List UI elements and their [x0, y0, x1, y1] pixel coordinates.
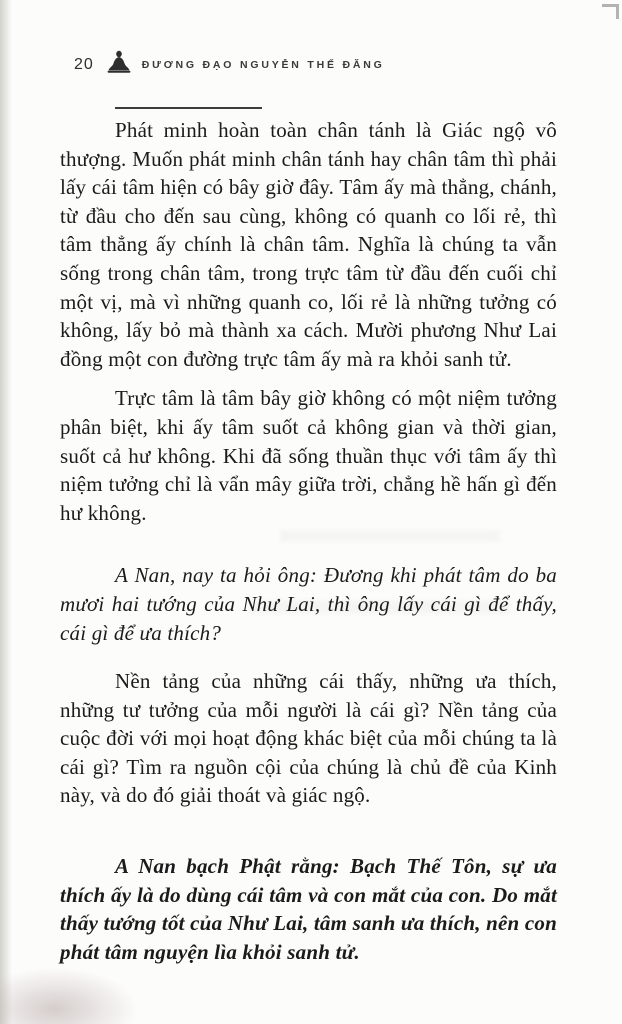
sutra-quote-1: A Nan, nay ta hỏi ông: Đương khi phát tâm do ba mươi hai tướng của Như Lai, thì ông lấy cái gì để thấy, cái gì để ưa thích?	[60, 563, 557, 645]
header-divider-rule	[115, 107, 262, 109]
body-paragraph-1: Phát minh hoàn toàn chân tánh là Giác ngộ vô thượng. Muốn phát minh chân tánh hay chân tâm thì phải lấy cái tâm hiện có bây giờ đây. Tâm ấy mà thẳng, chánh, từ đầu cho đến sau cùng, không có quanh co lối rẻ, thì tâm thẳng ấy chính là chân tâm. Nghĩa là chúng ta vẫn sống trong chân tâm, trong trực tâm từ đầu đến cuối chỉ một vị, mà vì những quanh co, lối rẻ là những tưởng có không, lấy bỏ mà thành xa cách. Mười phương Như Lai đồng một con đường trực tâm ấy mà ra khỏi sanh tử.	[60, 118, 557, 371]
buddha-icon	[106, 50, 132, 74]
sutra-quote-2: A Nan bạch Phật rằng: Bạch Thế Tôn, sự ưa thích ấy là do dùng cái tâm và con mắt của con. Do mắt thấy tướng tốt của Như Lai, tâm sanh ưa thích, nên con phát tâm nguyện lìa khỏi sanh tử.	[60, 854, 557, 964]
page-left-edge-shadow	[0, 0, 12, 1024]
running-title: ĐƯƠNG ĐẠO NGUYỄN THẾ ĐĂNG	[141, 59, 385, 71]
running-header	[74, 56, 385, 74]
body-paragraph-2: Trực tâm là tâm bây giờ không có một niệm tưởng phân biệt, khi ấy tâm suốt cả không gian và thời gian, suốt cả hư không. Khi đã sống thuần thục với tâm ấy thì niệm tưởng chỉ là vẩn mây giữa trời, chẳng hề hấn gì đến hư không.	[60, 386, 557, 525]
page-body	[60, 116, 557, 966]
page-bottom-left-shadow	[0, 964, 145, 1024]
page-number: 20	[74, 56, 94, 73]
scan-corner-mark	[602, 4, 619, 19]
body-paragraph-3: Nền tảng của những cái thấy, những ưa thích, những tư tưởng của mỗi người là cái gì? Nền tảng của cuộc đời với mọi hoạt động khác biệt của mỗi chúng ta là cái gì? Tìm ra nguồn cội của chúng là chủ đề của Kinh này, và do đó giải thoát và giác ngộ.	[60, 669, 557, 808]
